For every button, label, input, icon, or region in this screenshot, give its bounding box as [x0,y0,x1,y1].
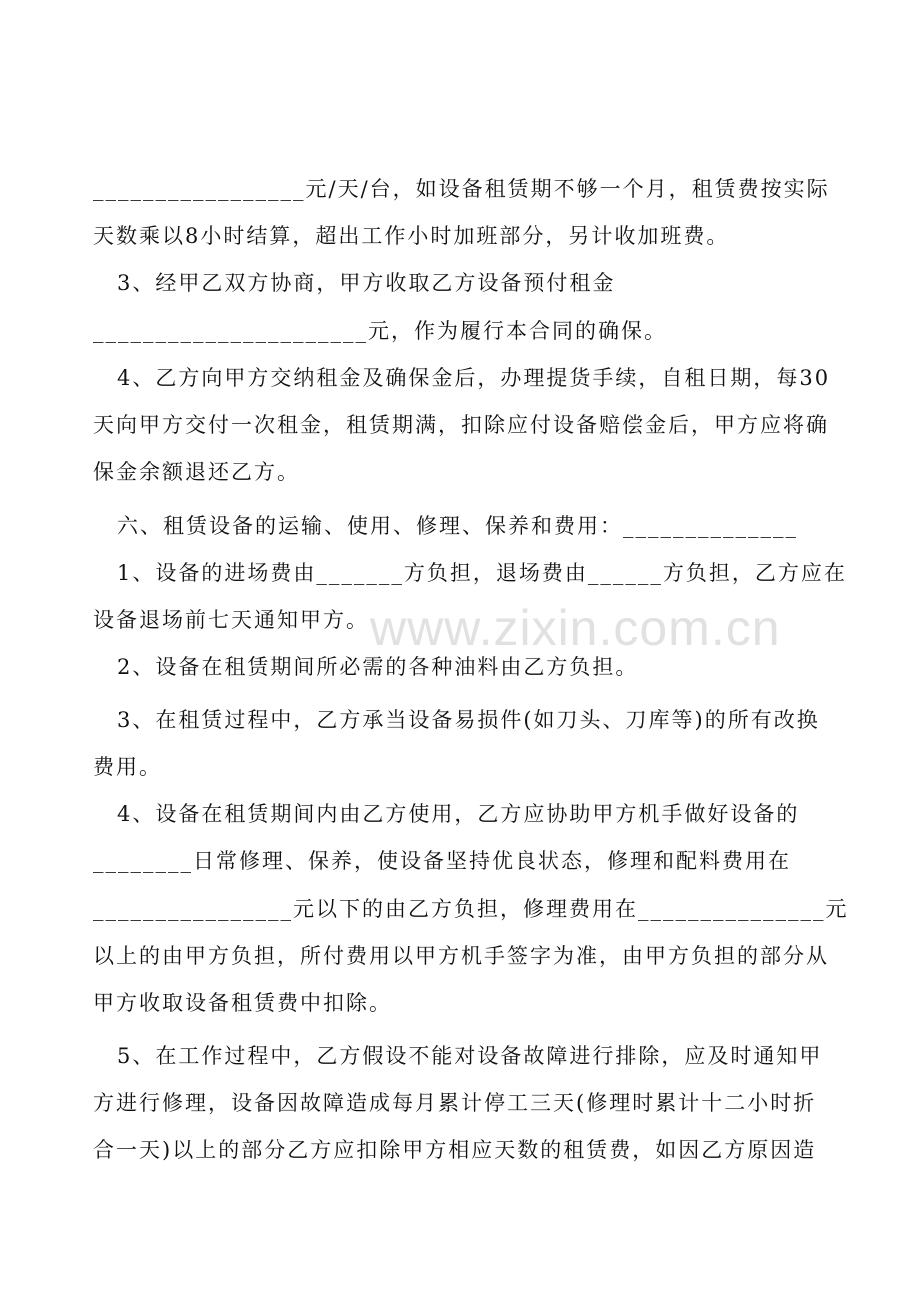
text-line: 费用。 [93,755,162,779]
text-line: 保金余额退还乙方。 [93,460,300,484]
text-line: ________日常修理、保养，使设备坚持优良状态，修理和配料费用在 [93,849,791,873]
text-line: _________________元/天/台，如设备租赁期不够一个月，租赁费按实际 [93,177,830,201]
text-line: 合一天)以上的部分乙方应扣除甲方相应天数的租赁费，如因乙方原因造 [93,1138,817,1162]
text-line: 设备退场前七天通知甲方。 [93,608,369,632]
text-line: 5、在工作过程中，乙方假设不能对设备故障进行排除，应及时通知甲 [117,1044,823,1068]
section-heading: 六、租赁设备的运输、使用、修理、保养和费用：______________ [117,514,798,538]
text-line: 4、乙方向甲方交纳租金及确保金后，办理提货手续，自租日期，每30 [117,366,831,390]
text-line: ______________________元，作为履行本合同的确保。 [93,319,667,343]
text-line: 天向甲方交付一次租金，租赁期满，扣除应付设备赔偿金后，甲方应将确 [93,413,829,437]
text-line: ________________元以下的由乙方负担，修理费用在_______________元 [93,897,849,921]
text-line: 方进行修理，设备因故障造成每月累计停工三天(修理时累计十二小时折 [93,1091,817,1115]
text-line: 1、设备的进场费由_______方负担，退场费由______方负担，乙方应在 [117,561,847,585]
text-line: 以上的由甲方负担，所付费用以甲方机手签字为准，由甲方负担的部分从 [93,944,829,968]
text-line: 3、经甲乙双方协商，甲方收取乙方设备预付租金 [117,271,616,295]
text-line: 甲方收取设备租赁费中扣除。 [93,991,392,1015]
text-line: 天数乘以8小时结算，超出工作小时加班部分，另计收加班费。 [93,224,730,248]
text-line: 4、设备在租赁期间内由乙方使用，乙方应协助甲方机手做好设备的 [117,802,800,826]
text-line: 3、在租赁过程中，乙方承当设备易损件(如刀头、刀库等)的所有改换 [117,708,820,732]
watermark: www.zixin.com.cn [370,600,781,656]
text-line: 2、设备在租赁期间所必需的各种油料由乙方负担。 [117,655,639,679]
